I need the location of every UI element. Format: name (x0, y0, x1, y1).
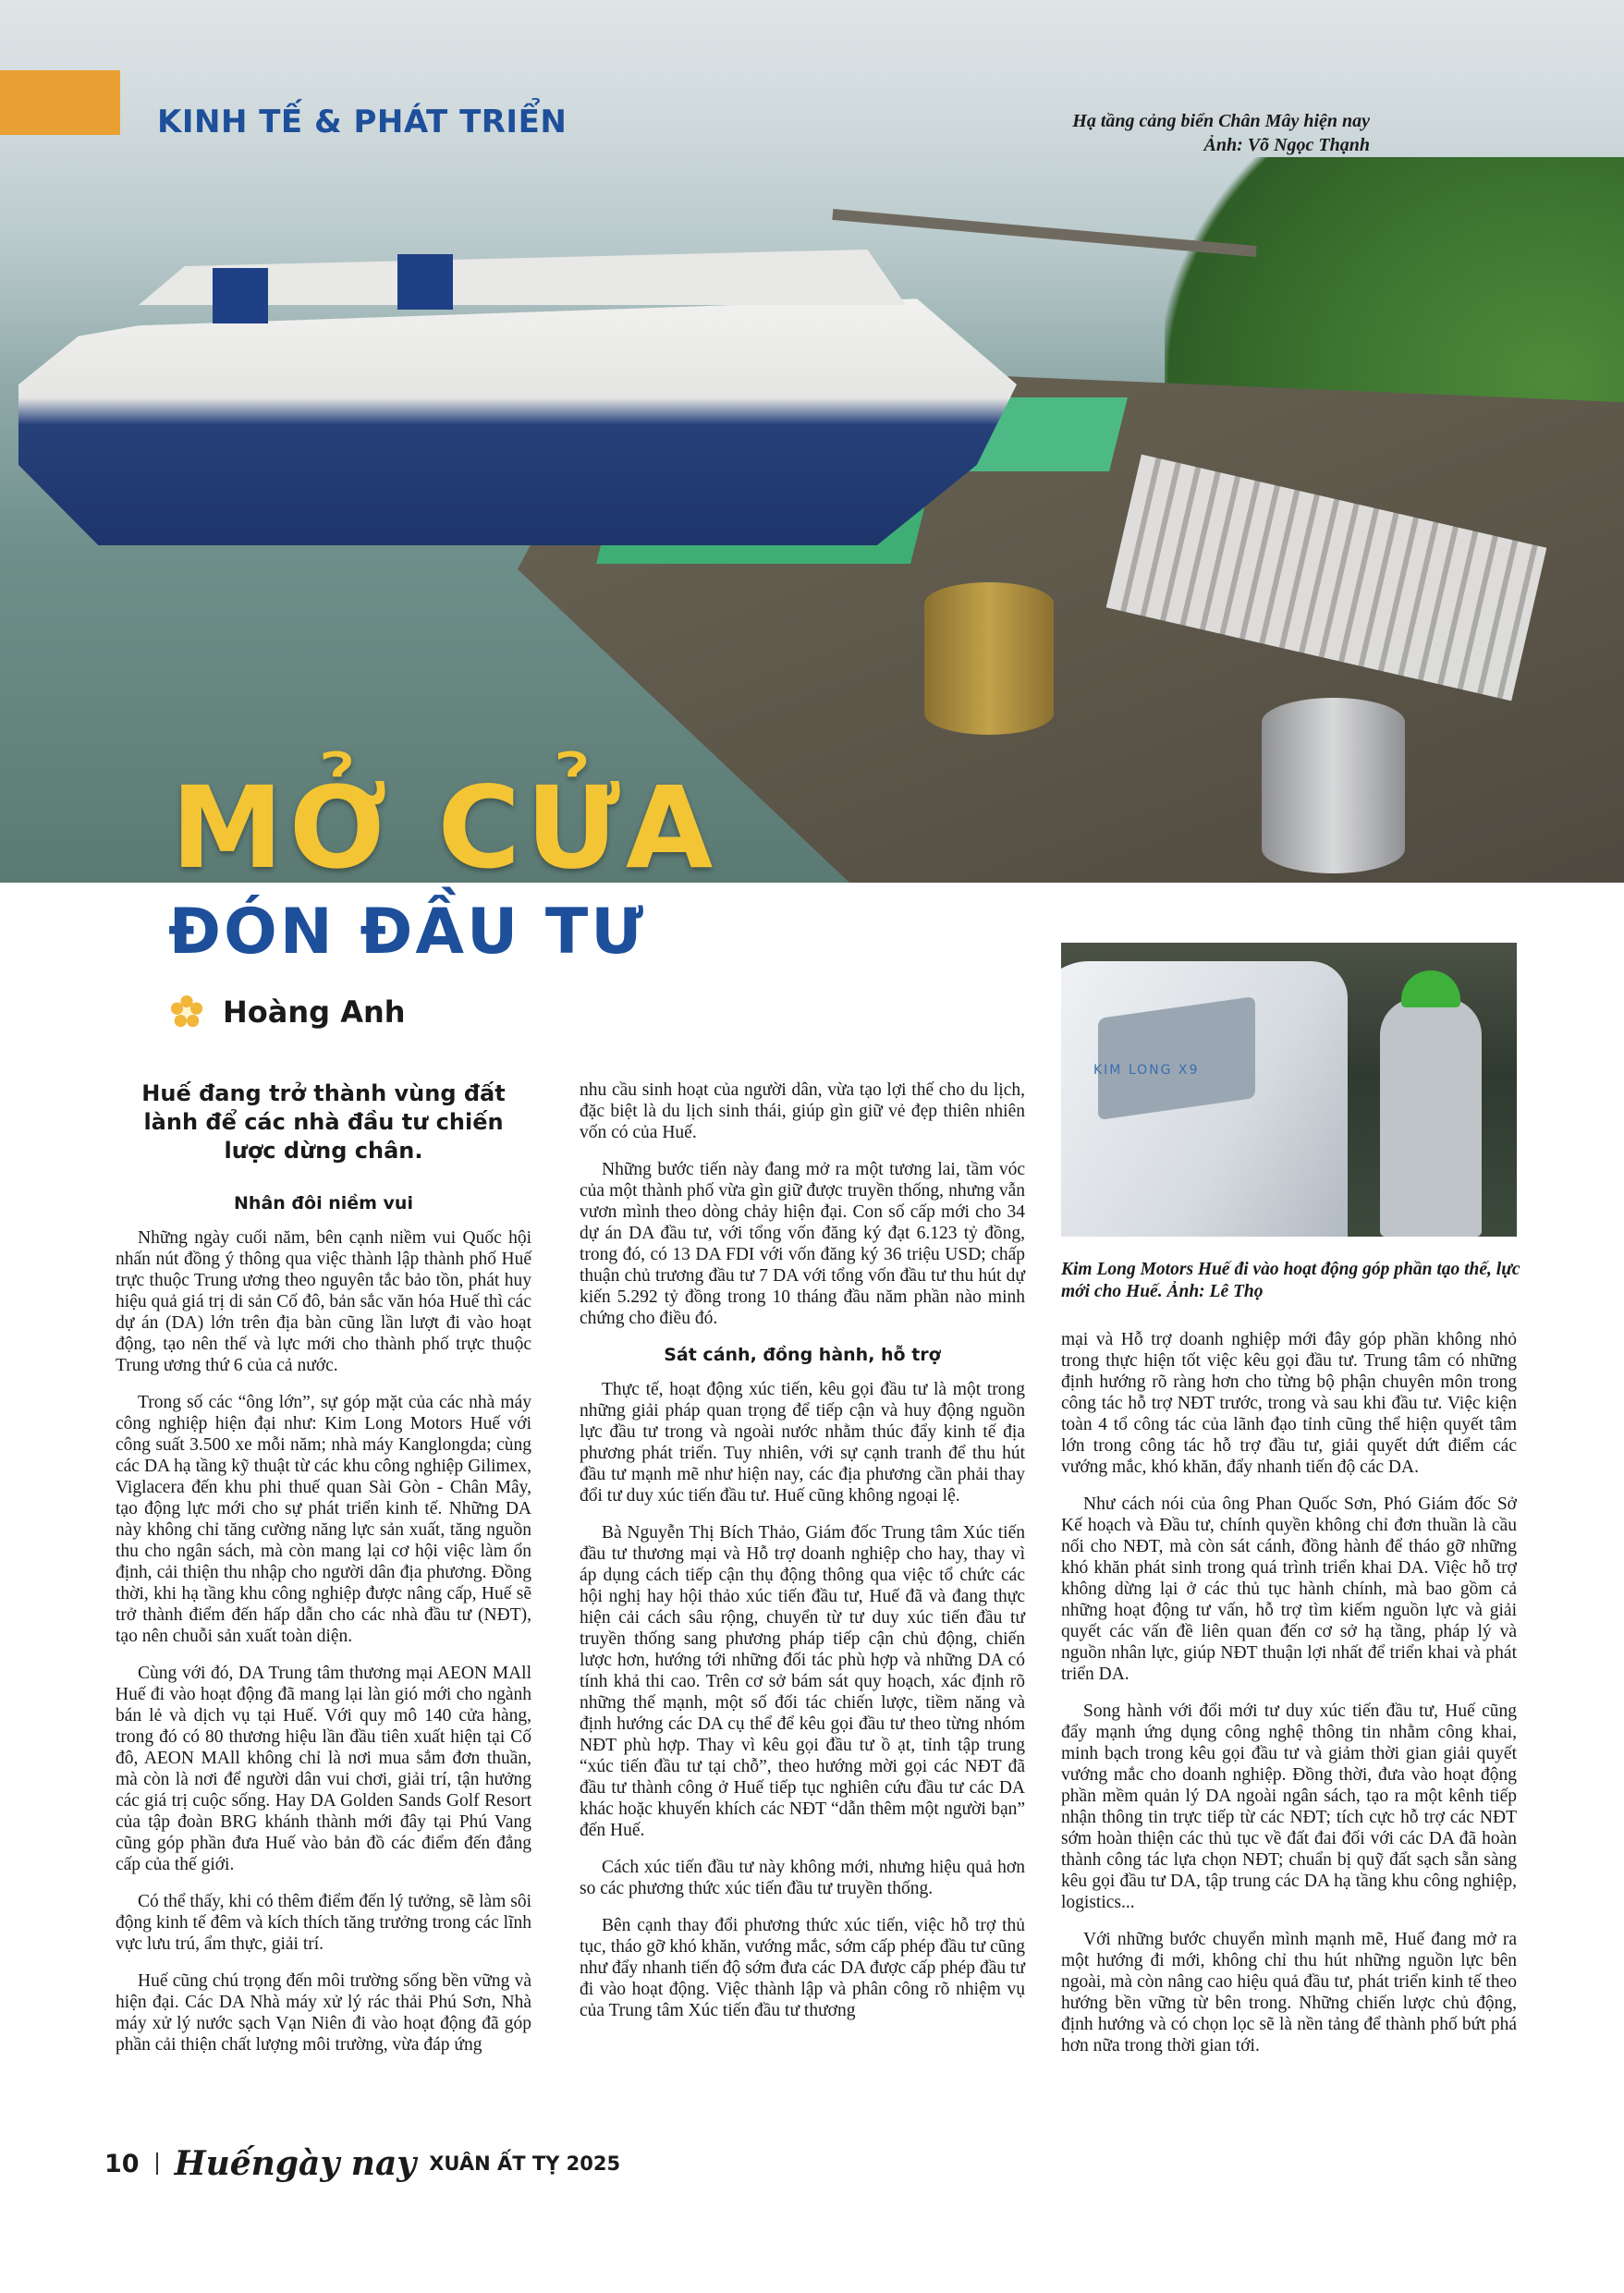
paragraph: Song hành với đổi mới tư duy xúc tiến đầu tư, Huế cũng đẩy mạnh ứng dụng công nghệ thông tin nhằm công khai, minh bạch trong kêu gọi đầu tư và giảm thời gian giải quyết vướng mắc cho doanh nghiệp. Đồng thời, đưa vào hoạt động phần mềm quản lý DA ngoài ngân sách, tạo ra một kênh tiếp nhận thông tin trực tiếp từ các NĐT; tích cực hỗ trợ các NĐT sớm hoàn thiện các thủ tục về đất đai đối với các DA đã hoàn thành công tác lựa chọn NĐT; chuẩn bị quỹ đất sạch sẵn sàng kêu gọi đầu tư DA, tập trung các DA hạ tầng khu công nghiệp, logistics... (1061, 1701, 1517, 1912)
paragraph: Có thể thấy, khi có thêm điểm đến lý tưởng, sẽ làm sôi động kinh tế đêm và kích thích tăng trưởng trong các lĩnh vực lưu trú, ẩm thực, giải trí. (116, 1892, 531, 1954)
section-accent-block (0, 70, 120, 135)
subheading: Sát cánh, đồng hành, hỗ trợ (664, 1345, 941, 1365)
paragraph: nhu cầu sinh hoạt của người dân, vừa tạo lợi thế cho du lịch, đặc biệt là du lịch sinh thái, giúp gìn giữ vẻ đẹp thiên nhiên vốn có của Huế. (580, 1080, 1025, 1142)
hero-photo-caption (1072, 109, 1370, 157)
paragraph: Cùng với đó, DA Trung tâm thương mại AEON MAll Huế đi vào hoạt động đã mang lại làn gió mới cho ngành bán lẻ và dịch vụ tại Huế. Với quy mô 140 cửa hàng, trong đó có 80 thương hiệu lần đầu tiên xuất hiện tại Cố đô, AEON MAll không chỉ là nơi mua sắm đơn thuần, mà còn là nơi để người dân vui chơi, giải trí, tận hưởng các giá trị cuộc sống. Hay DA Golden Sands Golf Resort của tập đoàn BRG khánh thành mới đây tại Phú Vang cũng góp phần đưa Huế vào bản đồ các điểm đến đẳng cấp của thế giới. (116, 1664, 531, 1874)
article-column-2 (580, 1079, 1025, 2037)
section-label: KINH TẾ & PHÁT TRIỂN (157, 104, 568, 140)
subheading: Nhân đôi niềm vui (234, 1193, 413, 1214)
byline (169, 994, 406, 1030)
headline-line-1: MỞ CỬA (171, 762, 719, 894)
paragraph: Với những bước chuyển mình mạnh mẽ, Huế đang mở ra một hướng đi mới, không chỉ thu hút những nguồn lực bên ngoài, mà còn nâng cao hiệu quả đầu tư, phát triển kinh tế theo hướng bền vững từ bên trong. Những chiến lược chủ động, định hướng và có chọn lọc sẽ là nền tảng để thành phố bứt phá hơn nữa trong thời gian tới. (1061, 1930, 1517, 2055)
paragraph: Như cách nói của ông Phan Quốc Sơn, Phó Giám đốc Sở Kế hoạch và Đầu tư, chính quyền không chỉ đơn thuần là cầu nối cho NĐT, mà còn sát cánh, đồng hành để tháo gỡ những khó khăn phát sinh trong quá trình triển khai DA. Việc hỗ trợ không dừng lại ở các thủ tục hành chính, mà bao gồm cả những hoạt động tư vấn, hỗ trợ tìm kiếm nguồn lực và giải quyết các vấn đề liên quan đến cơ sở hạ tầng, pháp lý và nguồn nhân lực, giúp NĐT thuận lợi nhất để triển khai và phát triển DA. (1061, 1494, 1517, 1684)
paragraph: Những ngày cuối năm, bên cạnh niềm vui Quốc hội nhấn nút đồng ý thông qua việc thành lập thành phố Huế trực thuộc Trung ương theo nguyên tắc bảo tồn, phát huy hiệu quả giá trị di sản Cố đô, bản sắc văn hóa Huế thì các dự án (DA) lớn trên địa bàn cũng lần lượt đi vào hoạt động, tạo nên thế và lực mới cho thành phố trực thuộc Trung ương thứ 6 của cả nước. (116, 1228, 531, 1375)
ship-funnel (397, 254, 453, 310)
page-footer (104, 2144, 620, 2183)
headline-line-2: ĐÓN ĐẦU TƯ (168, 896, 647, 969)
issue-label: XUÂN ẤT TỴ 2025 (429, 2153, 621, 2175)
author-name: Hoàng Anh (223, 994, 406, 1030)
paragraph: Bên cạnh thay đổi phương thức xúc tiến, việc hỗ trợ thủ tục, tháo gỡ khó khăn, vướng mắc, sớm cấp phép đầu tư cũng như đẩy nhanh tiến độ sớm đưa các DA được cấp phép đầu tư đi vào hoạt động. Việc thành lập và phân công rõ nhiệm vụ của Trung tâm Xúc tiến đầu tư thương (580, 1916, 1025, 2020)
article-column-1 (116, 1079, 531, 2071)
factory-photo (1061, 943, 1517, 1237)
flower-icon (169, 994, 204, 1030)
van-brand-text: KIM LONG X9 (1093, 1063, 1200, 1078)
cruise-ship (18, 277, 1017, 545)
caption-credit: Ảnh: Võ Ngọc Thạnh (1203, 135, 1370, 155)
storage-tank (924, 582, 1054, 735)
paragraph: Cách xúc tiến đầu tư này không mới, nhưng hiệu quả hơn so các phương thức xúc tiến đầu tư truyền thống. (580, 1858, 1025, 1898)
page-number: 10 (104, 2149, 140, 2178)
divider (156, 2153, 158, 2175)
paragraph: Những bước tiến này đang mở ra một tương lai, tầm vóc của một thành phố vừa gìn giữ được truyền thống, nhưng vẫn vươn mình theo dòng chảy hiện đại. Con số cấp mới cho 34 dự án DA đầu tư, với tổng vốn đăng ký đạt 6.123 tỷ đồng, trong đó, có 13 DA FDI với vốn đăng ký 36 triệu USD; chấp thuận chủ trương đầu tư 7 DA với tổng vốn đầu tư thu hút dự kiến 5.292 tỷ đồng trong 10 tháng đầu năm phần nào minh chứng cho điều đó. (580, 1160, 1025, 1328)
article-column-3 (1061, 1329, 1517, 2072)
worker-helmet (1401, 970, 1460, 1007)
factory-photo-caption: Kim Long Motors Huế đi vào hoạt động góp phần tạo thế, lực mới cho Huế. Ảnh: Lê Thọ (1061, 1260, 1520, 1301)
caption-line-1: Hạ tầng cảng biển Chân Mây hiện nay (1072, 111, 1370, 131)
magazine-logo: Huếngày nay (174, 2144, 417, 2183)
ship-funnel (213, 268, 268, 323)
worker (1380, 998, 1482, 1237)
paragraph: Bà Nguyễn Thị Bích Thảo, Giám đốc Trung tâm Xúc tiến đầu tư thương mại và Hỗ trợ doanh nghiệp cho hay, thay vì áp dụng cách tiếp cận thụ động thông qua việc tổ chức các hội nghị hay hội thảo xúc tiến đầu tư, Huế đã và đang thực hiện cải cách sâu rộng, chuyển từ tư duy xúc tiến đầu tư truyền thống sang phương pháp tiếp cận chủ động, chiến lược hơn, hướng tới những đối tác phù hợp và những DA có tính khả thi cao. Trên cơ sở bám sát quy hoạch, xác định rõ những thế mạnh, một số đối tác chiến lược, tiềm năng và định hướng các DA cụ thể để kêu gọi đầu tư theo từng nhóm NĐT phù hợp. Thay vì kêu gọi đầu tư ồ ạt, tỉnh tập trung “xúc tiến đầu tư tại chỗ”, theo hướng mời gọi các NĐT đã đầu tư thành công ở Huế tiếp tục nghiên cứu đầu tư các DA khác hoặc khuyến khích các NĐT “dẫn thêm một người bạn” đến Huế. (580, 1523, 1025, 1840)
paragraph: Huế cũng chú trọng đến môi trường sống bền vững và hiện đại. Các DA Nhà máy xử lý rác thải Phú Sơn, Nhà máy xử lý nước sạch Vạn Niên đi vào hoạt động đã góp phần cải thiện chất lượng môi trường, vừa đáp ứng (116, 1971, 531, 2055)
paragraph: mại và Hỗ trợ doanh nghiệp mới đây góp phần không nhỏ trong thực hiện tốt việc kêu gọi đầu tư. Trung tâm có những định hướng rõ ràng hơn cho từng bộ phận chuyên môn trong công tác hỗ trợ NĐT trước, trong và sau khi đầu tư. Việc kiện toàn 4 tổ công tác của lãnh đạo tỉnh cũng thể hiện quyết tâm lớn trong công tác hỗ trợ đầu tư, giải quyết dứt điểm các vướng mắc, khó khăn, đẩy nhanh tiến độ các DA. (1061, 1330, 1517, 1477)
paragraph: Trong số các “ông lớn”, sự góp mặt của các nhà máy công nghiệp hiện đại như: Kim Long Motors Huế với công suất 3.500 xe mỗi năm; nhà máy Kanglongda; cùng các DA hạ tầng kỹ thuật từ các khu công nghiệp Gilimex, Viglacera đến khu phi thuế quan Sài Gòn - Chân Mây, tạo động lực mới cho sự phát triển kinh tế. Những DA này không chỉ tăng cường năng lực sản xuất, tăng nguồn thu cho ngân sách, mà còn mang lại cơ hội việc làm ổn định, cải thiện thu nhập cho người dân địa phương. Đồng thời, khi hạ tầng khu công nghiệp được nâng cấp, Huế sẽ trở thành điểm đến hấp dẫn cho các nhà đầu tư (NĐT), tạo nên chuỗi sản xuất toàn diện. (116, 1393, 531, 1646)
lead-paragraph: Huế đang trở thành vùng đất lành để các nhà đầu tư chiến lược dừng chân. (141, 1080, 506, 1164)
storage-tank (1262, 698, 1405, 873)
paragraph: Thực tế, hoạt động xúc tiến, kêu gọi đầu tư là một trong những giải pháp quan trọng để tiếp cận và huy động nguồn lực đầu tư trong và ngoài nước nhằm thúc đẩy kinh tế địa phương phát triển. Tuy nhiên, với sự cạnh tranh để thu hút đầu tư mạnh mẽ như hiện nay, các địa phương cần phải thay đổi tư duy xúc tiến đầu tư. Huế cũng không ngoại lệ. (580, 1380, 1025, 1506)
